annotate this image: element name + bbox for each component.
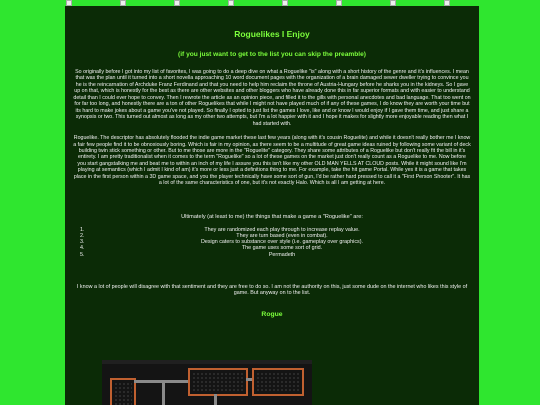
dungeon-corridor bbox=[162, 380, 165, 405]
dungeon-room bbox=[252, 368, 304, 396]
rogue-screenshot bbox=[102, 360, 312, 405]
preamble-paragraph: So originally before I got into my list of favorites, I was going to do a deep dive on what a Roguelike "is" along with a short history of the genre and it's influences. I mean that was the plan until it turned into a short novella approaching 10 word document pages with the organization of a brain damaged sewer dweller trying to convince you he is the reincarnation of Archduke Franz Ferdinand and that you need to help him reclaim the throne of Austria-Hungary before he sharks you in the kidneys. So I gave up on that, which is honestly for the best as there are other websites and other bloggers who have already done this in far superior formats and with easier to understand detail than I could ever hope to convey. Then I rewrote the article as an opinion piece, and filled it to the gills with personal anecdotes and bad language. That too went on for far too long, and honestly there are a ton of other Roguelikes that while I might not have played much of if any of these games, I do know they are worth your time but its hard to make jokes about a game you've not played. So finally I opted to just list the games I love, like and or know I would enjoy if I gave them time, and just share a synopsis or two. This turned out almost as long as my other two attempts, but I'm a lot happier with it and I hope it makes for slightly more enjoyable reading then what I had started with. bbox=[73, 69, 471, 127]
dungeon-corridor bbox=[214, 394, 217, 405]
list-item: 2. They are turn based (even in combat). bbox=[80, 232, 328, 239]
closing-paragraph: I know a lot of people will disagree with that sentiment and they are free to do so. I am not the authority on this, just some dude on the internet who likes this style of game. But anyway on to the list. bbox=[76, 283, 468, 297]
list-item: 1. They are randomized each play through to increase replay value. bbox=[80, 226, 360, 233]
criteria-intro: Ultimately (at least to me) the things that make a game a "Roguelike" are: bbox=[181, 213, 363, 220]
dungeon-corridor bbox=[134, 380, 188, 383]
section-title-rogue: Rogue bbox=[261, 310, 283, 318]
list-item: 5. Permadeth bbox=[80, 251, 296, 258]
dungeon-corridor bbox=[246, 378, 252, 381]
page-title: Roguelikes I Enjoy bbox=[234, 29, 310, 39]
definition-paragraph: Roguelike. The descriptor has absolutely flooded the indie game market these last few years (along with it's cousin Roguelite) and while it doesn't really bother me I know a fair few people find it to be obnoxiously boring. Which is fair in my opinion, as there seem to be a multitude of great game ideas ruined by following some variant of deck building twin stick something or other. But to me those are more in the "Roguelite" category. They share some attributes of a Roguelike but don't really fit the bill in it's entirety. I am pretty traditionalist when it comes to the term "Roguelike" so a lot of these games on the market just don't really count as a Roguelike to me. Now before you start gangstalking me and beat me to within an inch of my life I assure you this isn't like my other OLD MAN YELLS AT CLOUD posts. While it might sound like I'm playing at semantics (which I admit I kind of am) it's more or less just a definitions thing to me. For example, take the hit game Portal. While yes it is a game that takes place in the first person within a 3D game space, and you the player technically have some sort of gun, I'd be rather hard pressed to call it a "First Person Shooter". It has a lot of the same characteristics of one, but it's not exactly Halo. Which is all I am getting at here. bbox=[73, 135, 471, 187]
dungeon-room bbox=[188, 368, 248, 396]
criteria-list bbox=[65, 227, 479, 258]
screenshot-message-bar bbox=[102, 360, 312, 364]
skip-preamble-note: (if you just want to get to the list you can skip the preamble) bbox=[178, 51, 366, 58]
list-item: 4. The game uses some sort of grid. bbox=[80, 245, 323, 252]
list-item: 3. Design caters to substance over style (i.e. gameplay over graphics). bbox=[80, 239, 364, 246]
content-panel bbox=[65, 6, 479, 405]
dungeon-room bbox=[110, 378, 136, 405]
